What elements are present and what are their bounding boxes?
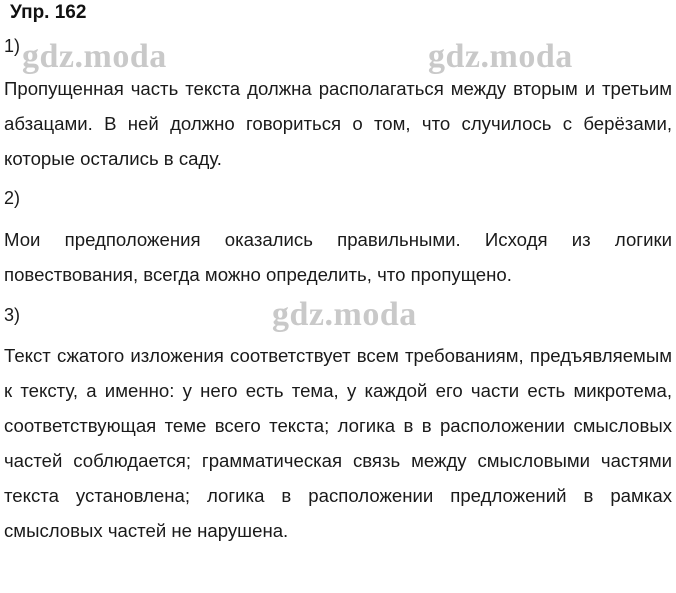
watermark: gdz.moda — [428, 38, 573, 75]
section-2-text: Мои предположения оказались правильными. Исходя из логики повествования, всегда можно определить, что пропущено. — [4, 229, 672, 285]
exercise-title: Упр. 162 — [10, 2, 87, 23]
section-2-number: 2) — [4, 188, 21, 208]
section-1-number: 1) — [4, 36, 21, 56]
section-1-text: Пропущенная часть текста должна располагаться между вторым и третьим абзацами. В ней должно говориться о том, что случилось с берёзами, которые остались в саду. — [4, 78, 672, 169]
section-3-number: 3) — [4, 305, 21, 325]
watermark: gdz.moda — [272, 296, 417, 333]
watermark: gdz.moda — [22, 38, 167, 75]
section-3-text: Текст сжатого изложения соответствует всем требованиям, предъявляемым к тексту, а именно: у него есть тема, у каждой его части есть микротема, соответствующая теме всего текста; логика в в расположении смысловых частей соблюдается; грамматическая связь между смысловыми частями текста установлена; логика в расположении предложений в рамках смысловых частей не нарушена. — [4, 345, 672, 541]
